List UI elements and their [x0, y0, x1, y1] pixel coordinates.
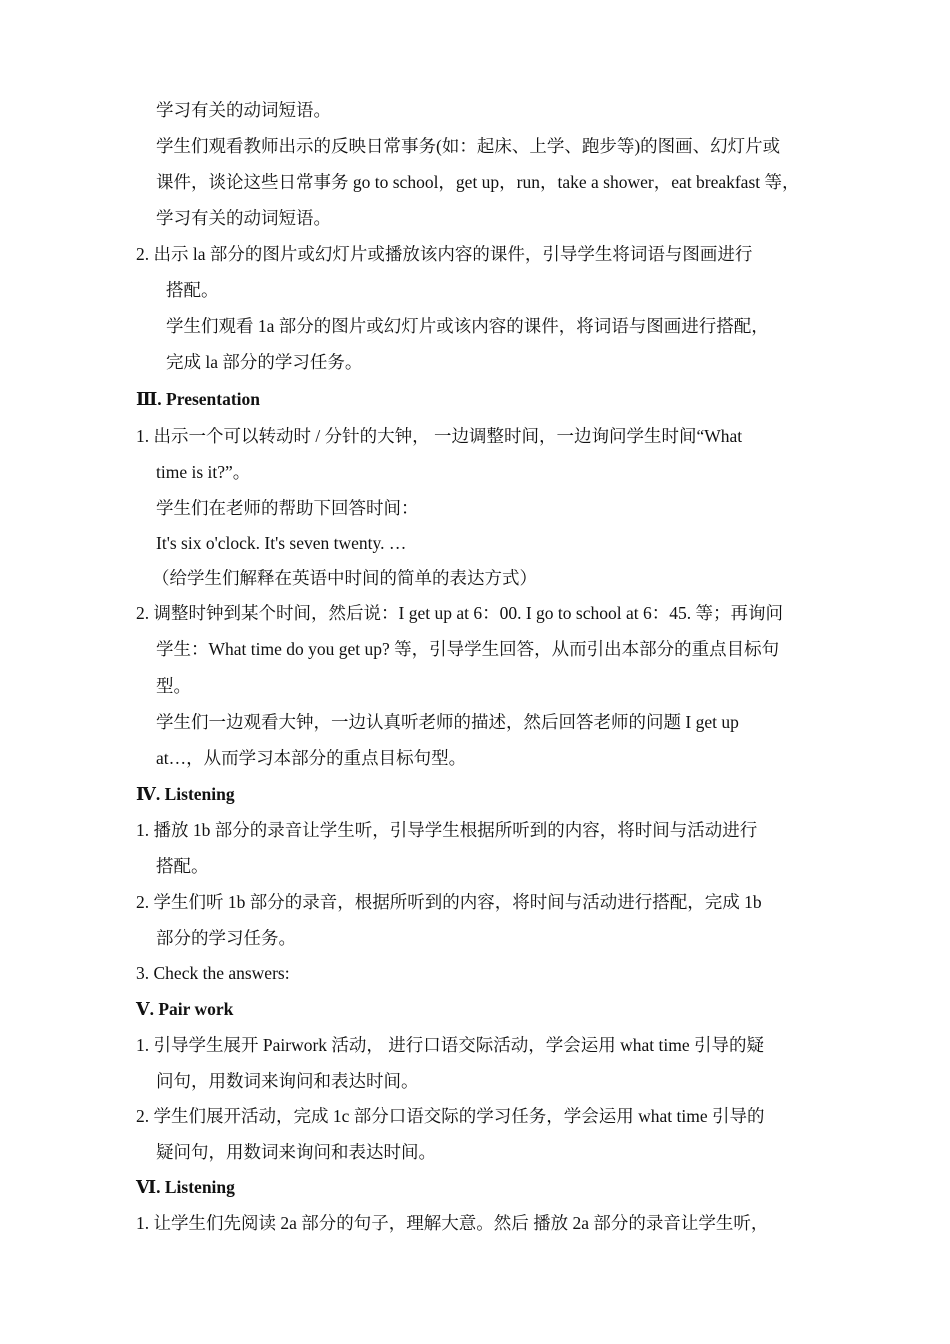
text-line: 学生们观看教师出示的反映日常事务(如：起床、上学、跑步等)的图画、幻灯片或	[156, 136, 781, 156]
text-line: 部分的学习任务。	[156, 928, 296, 948]
text-line: 1. 出示一个可以转动时 / 分针的大钟， 一边调整时间，一边询问学生时间“What	[136, 426, 743, 446]
text-line: 1. 播放 1b 部分的录音让学生听，引导学生根据所听到的内容，将时间与活动进行	[136, 820, 758, 840]
text-line: 完成 la 部分的学习任务。	[166, 352, 363, 372]
text-line: 2. 出示 la 部分的图片或幻灯片或播放该内容的课件，引导学生将词语与图画进行	[136, 244, 753, 264]
section-heading: Ⅳ. Listening	[136, 784, 235, 804]
text-line: （给学生们解释在英语中时间的简单的表达方式）	[152, 568, 537, 588]
text-line: 3. Check the answers:	[136, 963, 290, 983]
text-line: 问句，用数词来询问和表达时间。	[156, 1071, 419, 1091]
text-line: 学习有关的动词短语。	[156, 100, 331, 120]
text-line: 学生们一边观看大钟，一边认真听老师的描述，然后回答老师的问题 I get up	[156, 712, 739, 732]
text-line: 学生：What time do you get up? 等，引导学生回答，从而引出本部分的重点目标句	[156, 639, 780, 659]
text-line: 搭配。	[156, 856, 209, 876]
section-heading: Ⅲ. Presentation	[136, 389, 261, 409]
text-line: 2. 学生们展开活动，完成 1c 部分口语交际的学习任务，学会运用 what time 引导的	[136, 1106, 765, 1126]
text-line: 学习有关的动词短语。	[156, 208, 331, 228]
text-line: 型。	[156, 676, 191, 696]
text-line: 1. 引导学生展开 Pairwork 活动， 进行口语交际活动，学会运用 what time 引导的疑	[136, 1035, 765, 1055]
text-line: at…，从而学习本部分的重点目标句型。	[156, 748, 467, 768]
text-line: 课件，谈论这些日常事务 go to school，get up，run，take a shower，eat breakfast 等，	[156, 172, 800, 192]
text-line: It's six o'clock. It's seven twenty. …	[156, 533, 407, 553]
text-line: 搭配。	[166, 280, 219, 300]
text-line: 2. 学生们听 1b 部分的录音，根据所听到的内容，将时间与活动进行搭配，完成 1b	[136, 892, 762, 912]
section-heading: Ⅵ. Listening	[136, 1177, 235, 1197]
text-line: 学生们观看 1a 部分的图片或幻灯片或该内容的课件，将词语与图画进行搭配，	[166, 316, 769, 336]
text-line: time is it?”。	[156, 462, 251, 482]
text-line: 学生们在老师的帮助下回答时间：	[156, 498, 419, 518]
text-line: 疑问句，用数词来询问和表达时间。	[156, 1142, 436, 1162]
text-line: 2. 调整时钟到某个时间，然后说：I get up at 6：00. I go to school at 6：45. 等；再询问	[136, 603, 783, 623]
section-heading: Ⅴ. Pair work	[136, 999, 234, 1019]
text-line: 1. 让学生们先阅读 2a 部分的句子，理解大意。然后 播放 2a 部分的录音让学生听，	[136, 1213, 769, 1233]
